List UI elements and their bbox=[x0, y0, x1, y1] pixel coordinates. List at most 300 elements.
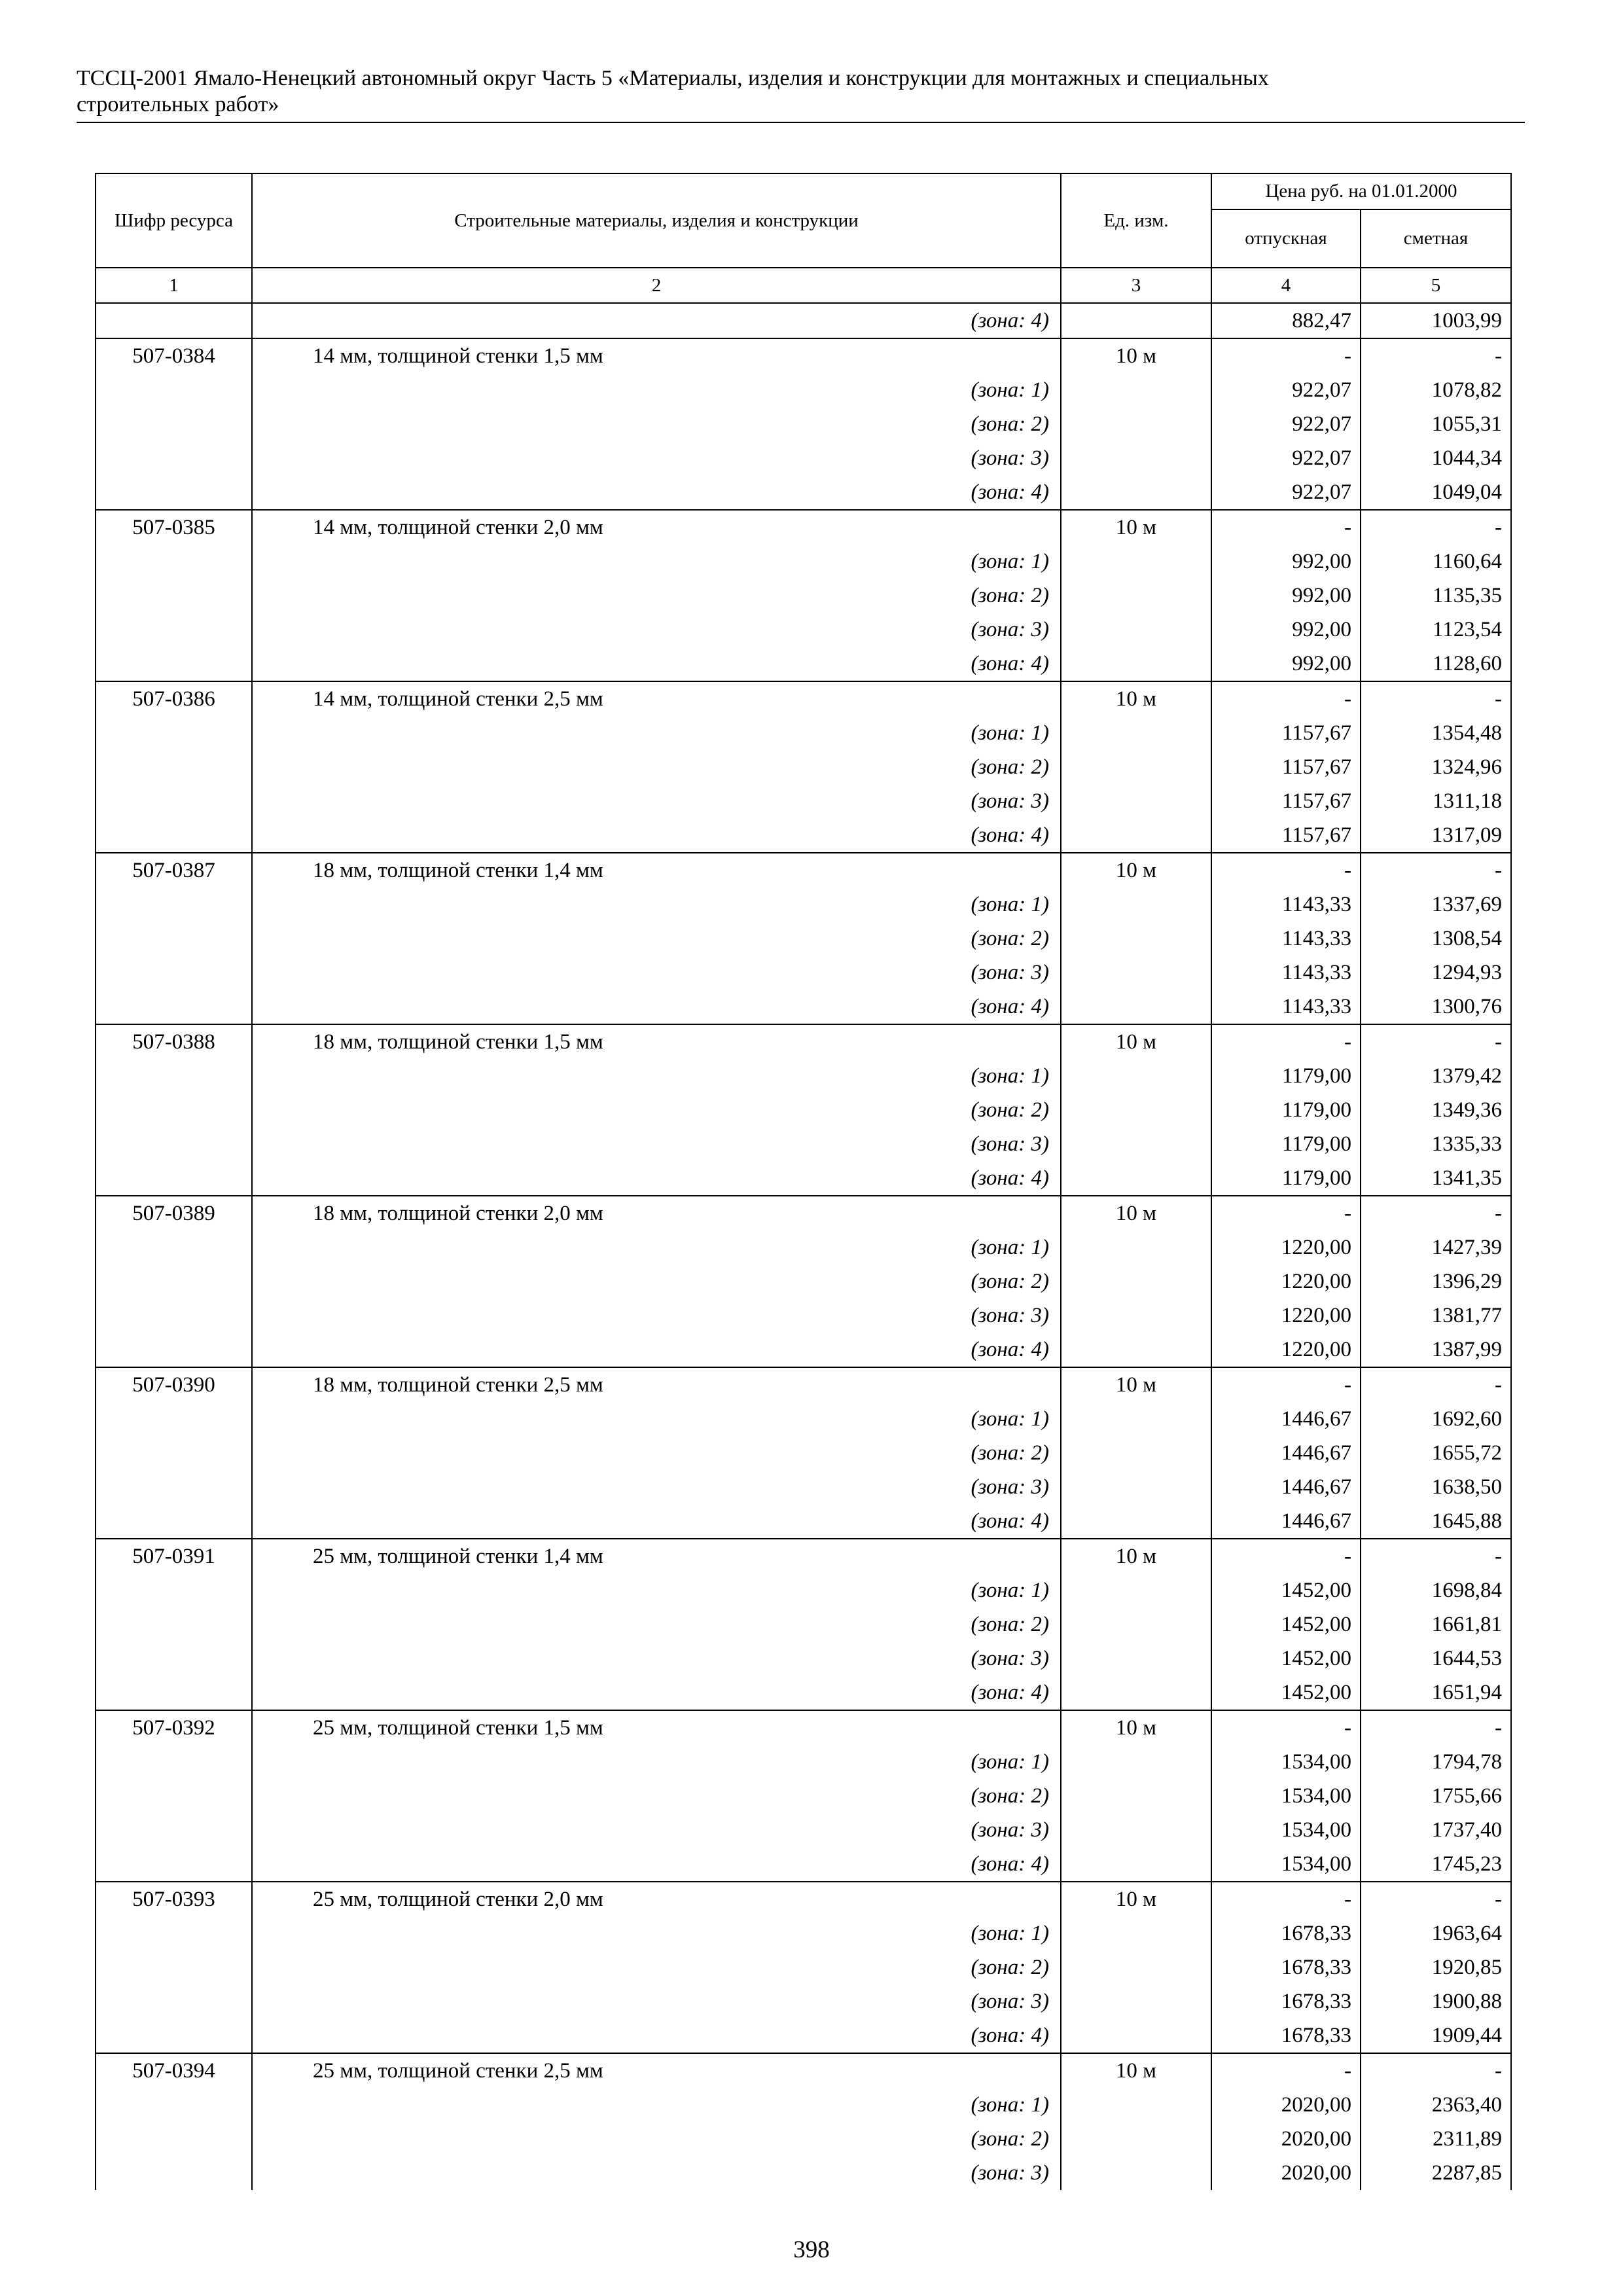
release-price-cell: 1179,00 bbox=[1211, 1127, 1361, 1161]
release-price-cell: 1534,00 bbox=[1211, 1779, 1361, 1813]
unit-cell bbox=[1061, 407, 1211, 441]
estimate-price-cell: 1745,23 bbox=[1361, 1847, 1511, 1882]
table-row bbox=[96, 579, 1511, 613]
column-header-price-group: Цена руб. на 01.01.2000 bbox=[1211, 173, 1511, 209]
table-body bbox=[96, 303, 1511, 2190]
zone-cell: (зона: 4) bbox=[252, 818, 1061, 853]
zone-cell: (зона: 3) bbox=[252, 1813, 1061, 1847]
resource-code-cell bbox=[96, 303, 252, 338]
table-row bbox=[96, 1641, 1511, 1676]
resource-code-cell bbox=[96, 2018, 252, 2053]
release-price-cell: - bbox=[1211, 1710, 1361, 1745]
table-row bbox=[96, 1984, 1511, 2018]
table-row bbox=[96, 2053, 1511, 2088]
resource-code-cell bbox=[96, 1161, 252, 1196]
release-price-cell: 1143,33 bbox=[1211, 990, 1361, 1024]
estimate-price-cell: 1044,34 bbox=[1361, 441, 1511, 475]
material-name-cell: 25 мм, толщиной стенки 2,0 мм bbox=[252, 1882, 1061, 1916]
estimate-price-cell: 1049,04 bbox=[1361, 475, 1511, 510]
estimate-price-cell: 1644,53 bbox=[1361, 1641, 1511, 1676]
table-row bbox=[96, 784, 1511, 818]
unit-cell: 10 м bbox=[1061, 1882, 1211, 1916]
zone-cell: (зона: 1) bbox=[252, 545, 1061, 579]
unit-cell bbox=[1061, 1230, 1211, 1265]
resource-code-cell: 507-0384 bbox=[96, 338, 252, 373]
release-price-cell: 1220,00 bbox=[1211, 1299, 1361, 1333]
price-table bbox=[95, 173, 1512, 2190]
estimate-price-cell: 1427,39 bbox=[1361, 1230, 1511, 1265]
estimate-price-cell: 1128,60 bbox=[1361, 647, 1511, 681]
resource-code-cell bbox=[96, 1950, 252, 1984]
resource-code-cell bbox=[96, 1436, 252, 1470]
release-price-cell: 1678,33 bbox=[1211, 1984, 1361, 2018]
resource-code-cell: 507-0393 bbox=[96, 1882, 252, 1916]
table-row bbox=[96, 1916, 1511, 1950]
resource-code-cell bbox=[96, 1265, 252, 1299]
release-price-cell: 1179,00 bbox=[1211, 1059, 1361, 1093]
resource-code-cell bbox=[96, 1779, 252, 1813]
resource-code-cell: 507-0385 bbox=[96, 510, 252, 545]
resource-code-cell bbox=[96, 1402, 252, 1436]
unit-cell bbox=[1061, 475, 1211, 510]
zone-cell: (зона: 4) bbox=[252, 1161, 1061, 1196]
zone-cell: (зона: 3) bbox=[252, 1984, 1061, 2018]
unit-cell bbox=[1061, 2122, 1211, 2156]
unit-cell: 10 м bbox=[1061, 2053, 1211, 2088]
zone-cell: (зона: 1) bbox=[252, 373, 1061, 407]
estimate-price-cell: - bbox=[1361, 1539, 1511, 1573]
table-row bbox=[96, 1024, 1511, 1059]
unit-cell bbox=[1061, 990, 1211, 1024]
release-price-cell: 2020,00 bbox=[1211, 2122, 1361, 2156]
table-row bbox=[96, 2156, 1511, 2190]
table-row bbox=[96, 1950, 1511, 1984]
zone-cell: (зона: 3) bbox=[252, 1127, 1061, 1161]
unit-cell: 10 м bbox=[1061, 1024, 1211, 1059]
estimate-price-cell: 1135,35 bbox=[1361, 579, 1511, 613]
release-price-cell: 1452,00 bbox=[1211, 1676, 1361, 1710]
table-row bbox=[96, 613, 1511, 647]
resource-code-cell: 507-0387 bbox=[96, 853, 252, 888]
column-header-release-price: отпускная bbox=[1211, 209, 1361, 268]
table-row bbox=[96, 1402, 1511, 1436]
unit-cell bbox=[1061, 613, 1211, 647]
table-row bbox=[96, 1265, 1511, 1299]
release-price-cell: 1157,67 bbox=[1211, 750, 1361, 784]
estimate-price-cell: - bbox=[1361, 681, 1511, 716]
unit-cell bbox=[1061, 1847, 1211, 1882]
resource-code-cell bbox=[96, 1093, 252, 1127]
release-price-cell: 992,00 bbox=[1211, 545, 1361, 579]
release-price-cell: 922,07 bbox=[1211, 407, 1361, 441]
unit-cell bbox=[1061, 922, 1211, 956]
zone-cell: (зона: 3) bbox=[252, 613, 1061, 647]
column-header-estimate-price: сметная bbox=[1361, 209, 1511, 268]
unit-cell bbox=[1061, 1436, 1211, 1470]
resource-code-cell bbox=[96, 1230, 252, 1265]
unit-cell bbox=[1061, 2018, 1211, 2053]
zone-cell: (зона: 1) bbox=[252, 1059, 1061, 1093]
release-price-cell: - bbox=[1211, 1539, 1361, 1573]
document-header bbox=[77, 65, 1523, 118]
estimate-price-cell: - bbox=[1361, 1367, 1511, 1402]
estimate-price-cell: 1324,96 bbox=[1361, 750, 1511, 784]
unit-cell bbox=[1061, 373, 1211, 407]
release-price-cell: 1678,33 bbox=[1211, 2018, 1361, 2053]
zone-cell: (зона: 3) bbox=[252, 2156, 1061, 2190]
unit-cell bbox=[1061, 888, 1211, 922]
release-price-cell: 992,00 bbox=[1211, 579, 1361, 613]
release-price-cell: 1452,00 bbox=[1211, 1641, 1361, 1676]
table-header-row bbox=[96, 173, 1511, 209]
material-name-cell: 14 мм, толщиной стенки 2,0 мм bbox=[252, 510, 1061, 545]
unit-cell bbox=[1061, 545, 1211, 579]
release-price-cell: 1534,00 bbox=[1211, 1813, 1361, 1847]
unit-cell bbox=[1061, 1676, 1211, 1710]
resource-code-cell: 507-0392 bbox=[96, 1710, 252, 1745]
table-row bbox=[96, 1745, 1511, 1779]
resource-code-cell bbox=[96, 647, 252, 681]
resource-code-cell bbox=[96, 990, 252, 1024]
zone-cell: (зона: 4) bbox=[252, 990, 1061, 1024]
table-row bbox=[96, 1710, 1511, 1745]
estimate-price-cell: 1920,85 bbox=[1361, 1950, 1511, 1984]
resource-code-cell bbox=[96, 784, 252, 818]
estimate-price-cell: 1900,88 bbox=[1361, 1984, 1511, 2018]
release-price-cell: 922,07 bbox=[1211, 475, 1361, 510]
resource-code-cell bbox=[96, 1504, 252, 1539]
unit-cell bbox=[1061, 716, 1211, 750]
column-header-code: Шифр ресурса bbox=[96, 173, 252, 268]
table-row bbox=[96, 1539, 1511, 1573]
unit-cell: 10 м bbox=[1061, 510, 1211, 545]
release-price-cell: - bbox=[1211, 1196, 1361, 1230]
zone-cell: (зона: 2) bbox=[252, 1950, 1061, 1984]
table-row bbox=[96, 1882, 1511, 1916]
column-number: 2 bbox=[252, 268, 1061, 303]
zone-cell: (зона: 1) bbox=[252, 1230, 1061, 1265]
resource-code-cell: 507-0391 bbox=[96, 1539, 252, 1573]
resource-code-cell bbox=[96, 1847, 252, 1882]
zone-cell: (зона: 2) bbox=[252, 1265, 1061, 1299]
estimate-price-cell: - bbox=[1361, 510, 1511, 545]
column-number: 3 bbox=[1061, 268, 1211, 303]
unit-cell bbox=[1061, 818, 1211, 853]
zone-cell: (зона: 3) bbox=[252, 1641, 1061, 1676]
estimate-price-cell: 1335,33 bbox=[1361, 1127, 1511, 1161]
resource-code-cell: 507-0394 bbox=[96, 2053, 252, 2088]
table-row bbox=[96, 373, 1511, 407]
zone-cell: (зона: 2) bbox=[252, 579, 1061, 613]
document-title-line-2: строительных работ» bbox=[77, 92, 279, 117]
release-price-cell: - bbox=[1211, 510, 1361, 545]
release-price-cell: 1678,33 bbox=[1211, 1916, 1361, 1950]
resource-code-cell bbox=[96, 750, 252, 784]
zone-cell: (зона: 4) bbox=[252, 1676, 1061, 1710]
table-row bbox=[96, 716, 1511, 750]
release-price-cell: 1446,67 bbox=[1211, 1504, 1361, 1539]
unit-cell bbox=[1061, 784, 1211, 818]
release-price-cell: 1157,67 bbox=[1211, 784, 1361, 818]
estimate-price-cell: 1655,72 bbox=[1361, 1436, 1511, 1470]
table-row bbox=[96, 681, 1511, 716]
resource-code-cell bbox=[96, 1573, 252, 1607]
estimate-price-cell: 1337,69 bbox=[1361, 888, 1511, 922]
column-number: 5 bbox=[1361, 268, 1511, 303]
table-row bbox=[96, 2122, 1511, 2156]
release-price-cell: 1220,00 bbox=[1211, 1333, 1361, 1367]
material-name-cell: 18 мм, толщиной стенки 1,4 мм bbox=[252, 853, 1061, 888]
unit-cell bbox=[1061, 1161, 1211, 1196]
unit-cell bbox=[1061, 1950, 1211, 1984]
resource-code-cell bbox=[96, 1676, 252, 1710]
table-row bbox=[96, 853, 1511, 888]
table-row bbox=[96, 407, 1511, 441]
column-header-name: Строительные материалы, изделия и конструкции bbox=[252, 173, 1061, 268]
unit-cell bbox=[1061, 1779, 1211, 1813]
table-row bbox=[96, 338, 1511, 373]
table-row bbox=[96, 956, 1511, 990]
zone-cell: (зона: 1) bbox=[252, 2088, 1061, 2122]
resource-code-cell bbox=[96, 1607, 252, 1641]
estimate-price-cell: 1078,82 bbox=[1361, 373, 1511, 407]
resource-code-cell bbox=[96, 1127, 252, 1161]
table-row bbox=[96, 1504, 1511, 1539]
release-price-cell: 922,07 bbox=[1211, 373, 1361, 407]
estimate-price-cell: 1794,78 bbox=[1361, 1745, 1511, 1779]
table-row bbox=[96, 1676, 1511, 1710]
resource-code-cell bbox=[96, 1299, 252, 1333]
table-row bbox=[96, 1779, 1511, 1813]
resource-code-cell bbox=[96, 818, 252, 853]
unit-cell bbox=[1061, 1299, 1211, 1333]
estimate-price-cell: 1737,40 bbox=[1361, 1813, 1511, 1847]
resource-code-cell bbox=[96, 1470, 252, 1504]
unit-cell: 10 м bbox=[1061, 853, 1211, 888]
resource-code-cell bbox=[96, 922, 252, 956]
estimate-price-cell: 1160,64 bbox=[1361, 545, 1511, 579]
table-row bbox=[96, 1093, 1511, 1127]
table-row bbox=[96, 1470, 1511, 1504]
resource-code-cell bbox=[96, 613, 252, 647]
zone-cell: (зона: 4) bbox=[252, 1504, 1061, 1539]
zone-cell: (зона: 3) bbox=[252, 1470, 1061, 1504]
estimate-price-cell: - bbox=[1361, 853, 1511, 888]
release-price-cell: 1143,33 bbox=[1211, 888, 1361, 922]
material-name-cell: 14 мм, толщиной стенки 1,5 мм bbox=[252, 338, 1061, 373]
table-row bbox=[96, 1161, 1511, 1196]
release-price-cell: - bbox=[1211, 1024, 1361, 1059]
zone-cell: (зона: 4) bbox=[252, 2018, 1061, 2053]
table-row bbox=[96, 888, 1511, 922]
zone-cell: (зона: 2) bbox=[252, 407, 1061, 441]
unit-cell bbox=[1061, 2088, 1211, 2122]
zone-cell: (зона: 3) bbox=[252, 1299, 1061, 1333]
unit-cell bbox=[1061, 441, 1211, 475]
resource-code-cell bbox=[96, 1745, 252, 1779]
estimate-price-cell: 1349,36 bbox=[1361, 1093, 1511, 1127]
estimate-price-cell: 1638,50 bbox=[1361, 1470, 1511, 1504]
zone-cell: (зона: 2) bbox=[252, 1779, 1061, 1813]
release-price-cell: 1157,67 bbox=[1211, 716, 1361, 750]
release-price-cell: - bbox=[1211, 1882, 1361, 1916]
resource-code-cell bbox=[96, 1333, 252, 1367]
material-name-cell: 25 мм, толщиной стенки 2,5 мм bbox=[252, 2053, 1061, 2088]
document-title-line-1: ТССЦ-2001 Ямало-Ненецкий автономный округ Часть 5 «Материалы, изделия и конструкции для монтажных и специальных bbox=[77, 66, 1269, 90]
zone-cell: (зона: 2) bbox=[252, 1607, 1061, 1641]
release-price-cell: 2020,00 bbox=[1211, 2156, 1361, 2190]
zone-cell: (зона: 3) bbox=[252, 441, 1061, 475]
zone-cell: (зона: 1) bbox=[252, 716, 1061, 750]
zone-cell: (зона: 2) bbox=[252, 2122, 1061, 2156]
unit-cell bbox=[1061, 303, 1211, 338]
table-row bbox=[96, 303, 1511, 338]
resource-code-cell bbox=[96, 441, 252, 475]
resource-code-cell bbox=[96, 2156, 252, 2190]
estimate-price-cell: 2311,89 bbox=[1361, 2122, 1511, 2156]
estimate-price-cell: 1963,64 bbox=[1361, 1916, 1511, 1950]
unit-cell bbox=[1061, 1641, 1211, 1676]
unit-cell: 10 м bbox=[1061, 1539, 1211, 1573]
resource-code-cell: 507-0388 bbox=[96, 1024, 252, 1059]
estimate-price-cell: 1123,54 bbox=[1361, 613, 1511, 647]
estimate-price-cell: 1645,88 bbox=[1361, 1504, 1511, 1539]
unit-cell bbox=[1061, 1470, 1211, 1504]
release-price-cell: 1143,33 bbox=[1211, 956, 1361, 990]
zone-cell: (зона: 2) bbox=[252, 922, 1061, 956]
estimate-price-cell: 1661,81 bbox=[1361, 1607, 1511, 1641]
material-name-cell: 25 мм, толщиной стенки 1,5 мм bbox=[252, 1710, 1061, 1745]
resource-code-cell bbox=[96, 956, 252, 990]
table-row bbox=[96, 1333, 1511, 1367]
table-row bbox=[96, 1847, 1511, 1882]
zone-cell: (зона: 3) bbox=[252, 956, 1061, 990]
material-name-cell: 25 мм, толщиной стенки 1,4 мм bbox=[252, 1539, 1061, 1573]
table-row bbox=[96, 647, 1511, 681]
resource-code-cell bbox=[96, 407, 252, 441]
unit-cell bbox=[1061, 1813, 1211, 1847]
estimate-price-cell: - bbox=[1361, 1882, 1511, 1916]
estimate-price-cell: 1396,29 bbox=[1361, 1265, 1511, 1299]
zone-cell: (зона: 4) bbox=[252, 647, 1061, 681]
estimate-price-cell: 1387,99 bbox=[1361, 1333, 1511, 1367]
zone-cell: (зона: 4) bbox=[252, 303, 1061, 338]
column-header-unit: Ед. изм. bbox=[1061, 173, 1211, 268]
estimate-price-cell: - bbox=[1361, 2053, 1511, 2088]
zone-cell: (зона: 2) bbox=[252, 750, 1061, 784]
release-price-cell: - bbox=[1211, 1367, 1361, 1402]
zone-cell: (зона: 1) bbox=[252, 1402, 1061, 1436]
unit-cell bbox=[1061, 1093, 1211, 1127]
release-price-cell: 1534,00 bbox=[1211, 1847, 1361, 1882]
table-row bbox=[96, 1196, 1511, 1230]
zone-cell: (зона: 1) bbox=[252, 1573, 1061, 1607]
estimate-price-cell: 1341,35 bbox=[1361, 1161, 1511, 1196]
resource-code-cell bbox=[96, 2122, 252, 2156]
table-row bbox=[96, 1367, 1511, 1402]
column-number-row bbox=[96, 268, 1511, 303]
release-price-cell: 992,00 bbox=[1211, 647, 1361, 681]
release-price-cell: 1446,67 bbox=[1211, 1436, 1361, 1470]
column-number: 1 bbox=[96, 268, 252, 303]
table-row bbox=[96, 441, 1511, 475]
resource-code-cell bbox=[96, 1916, 252, 1950]
release-price-cell: 1220,00 bbox=[1211, 1265, 1361, 1299]
release-price-cell: 1446,67 bbox=[1211, 1402, 1361, 1436]
zone-cell: (зона: 1) bbox=[252, 1916, 1061, 1950]
zone-cell: (зона: 4) bbox=[252, 1847, 1061, 1882]
unit-cell: 10 м bbox=[1061, 1196, 1211, 1230]
zone-cell: (зона: 2) bbox=[252, 1436, 1061, 1470]
table-row bbox=[96, 818, 1511, 853]
unit-cell bbox=[1061, 1573, 1211, 1607]
unit-cell bbox=[1061, 1607, 1211, 1641]
resource-code-cell bbox=[96, 2088, 252, 2122]
release-price-cell: 1452,00 bbox=[1211, 1607, 1361, 1641]
material-name-cell: 18 мм, толщиной стенки 2,0 мм bbox=[252, 1196, 1061, 1230]
release-price-cell: 882,47 bbox=[1211, 303, 1361, 338]
unit-cell bbox=[1061, 1333, 1211, 1367]
release-price-cell: 2020,00 bbox=[1211, 2088, 1361, 2122]
estimate-price-cell: 1909,44 bbox=[1361, 2018, 1511, 2053]
release-price-cell: 1678,33 bbox=[1211, 1950, 1361, 1984]
table-row bbox=[96, 545, 1511, 579]
estimate-price-cell: 1311,18 bbox=[1361, 784, 1511, 818]
release-price-cell: 1534,00 bbox=[1211, 1745, 1361, 1779]
estimate-price-cell: - bbox=[1361, 1196, 1511, 1230]
page-number: 398 bbox=[793, 2236, 830, 2263]
resource-code-cell: 507-0389 bbox=[96, 1196, 252, 1230]
unit-cell bbox=[1061, 579, 1211, 613]
estimate-price-cell: - bbox=[1361, 1710, 1511, 1745]
resource-code-cell bbox=[96, 1984, 252, 2018]
table-row bbox=[96, 2018, 1511, 2053]
zone-cell: (зона: 2) bbox=[252, 1093, 1061, 1127]
estimate-price-cell: 1651,94 bbox=[1361, 1676, 1511, 1710]
release-price-cell: 1157,67 bbox=[1211, 818, 1361, 853]
table-row bbox=[96, 1230, 1511, 1265]
table-row bbox=[96, 1607, 1511, 1641]
estimate-price-cell: 1698,84 bbox=[1361, 1573, 1511, 1607]
table-row bbox=[96, 750, 1511, 784]
table-row bbox=[96, 1127, 1511, 1161]
zone-cell: (зона: 1) bbox=[252, 1745, 1061, 1779]
material-name-cell: 14 мм, толщиной стенки 2,5 мм bbox=[252, 681, 1061, 716]
zone-cell: (зона: 3) bbox=[252, 784, 1061, 818]
release-price-cell: 1143,33 bbox=[1211, 922, 1361, 956]
estimate-price-cell: 1755,66 bbox=[1361, 1779, 1511, 1813]
unit-cell bbox=[1061, 1916, 1211, 1950]
resource-code-cell bbox=[96, 888, 252, 922]
release-price-cell: - bbox=[1211, 338, 1361, 373]
table-row bbox=[96, 475, 1511, 510]
resource-code-cell bbox=[96, 373, 252, 407]
resource-code-cell bbox=[96, 1059, 252, 1093]
unit-cell bbox=[1061, 1504, 1211, 1539]
table-row bbox=[96, 922, 1511, 956]
table-row bbox=[96, 990, 1511, 1024]
zone-cell: (зона: 4) bbox=[252, 1333, 1061, 1367]
unit-cell bbox=[1061, 1984, 1211, 2018]
release-price-cell: - bbox=[1211, 2053, 1361, 2088]
release-price-cell: 1220,00 bbox=[1211, 1230, 1361, 1265]
estimate-price-cell: 1354,48 bbox=[1361, 716, 1511, 750]
estimate-price-cell: 1300,76 bbox=[1361, 990, 1511, 1024]
unit-cell bbox=[1061, 1402, 1211, 1436]
release-price-cell: - bbox=[1211, 853, 1361, 888]
release-price-cell: 1179,00 bbox=[1211, 1093, 1361, 1127]
resource-code-cell bbox=[96, 716, 252, 750]
